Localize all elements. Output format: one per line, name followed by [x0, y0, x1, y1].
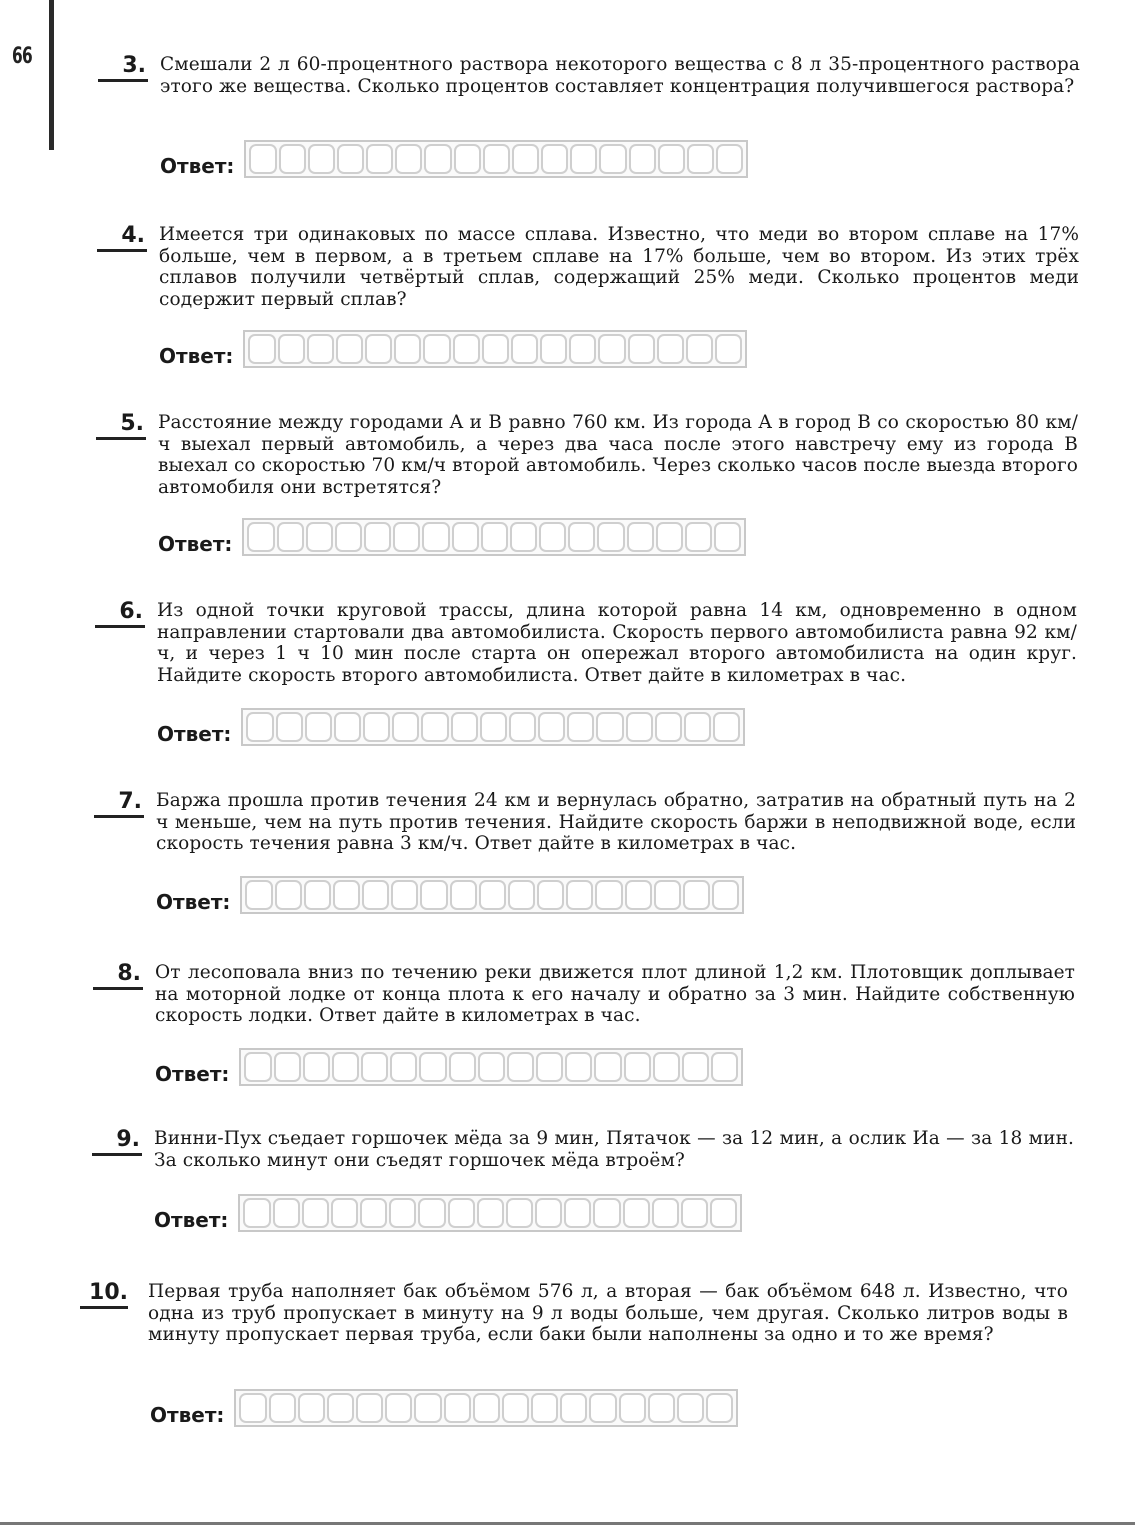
number-underline	[98, 79, 148, 82]
answer-cell[interactable]	[448, 1198, 475, 1228]
answer-cell[interactable]	[335, 522, 362, 552]
answer-cell[interactable]	[454, 144, 481, 174]
answer-cell[interactable]	[538, 712, 565, 742]
answer-cell[interactable]	[423, 334, 450, 364]
answer-cell[interactable]	[420, 880, 447, 910]
problem-text: Имеется три одинаковых по массе сплава. Известно, что меди во втором сплаве на 17% больше, чем в первом, а в третьем сплаве на 17% больше, чем во втором. Из этих трёх сплавов получили четвёртый сплав, содержащий 25% меди. Сколько процентов меди содержит первый сплав?	[159, 224, 1079, 310]
answer-cell[interactable]	[596, 712, 623, 742]
answer-cell[interactable]	[451, 712, 478, 742]
answer-cell[interactable]	[681, 1198, 708, 1228]
answer-cell[interactable]	[477, 1198, 504, 1228]
answer-cell[interactable]	[712, 880, 739, 910]
answer-cell[interactable]	[391, 880, 418, 910]
answer-cell[interactable]	[394, 334, 421, 364]
answer-cell[interactable]	[716, 144, 743, 174]
answer-cell[interactable]	[336, 334, 363, 364]
problem-number: 6.	[119, 599, 143, 624]
answer-input[interactable]	[234, 1389, 738, 1427]
answer-cell[interactable]	[654, 880, 681, 910]
answer-row	[159, 330, 747, 368]
answer-cell[interactable]	[364, 522, 391, 552]
answer-cell[interactable]	[305, 712, 332, 742]
answer-input[interactable]	[241, 708, 745, 746]
answer-cell[interactable]	[687, 144, 714, 174]
answer-cell[interactable]	[421, 712, 448, 742]
answer-cell[interactable]	[453, 334, 480, 364]
answer-cell[interactable]	[682, 1052, 709, 1082]
answer-cell[interactable]	[248, 334, 275, 364]
answer-cell[interactable]	[244, 1052, 271, 1082]
answer-cell[interactable]	[565, 1052, 592, 1082]
answer-cell[interactable]	[506, 1198, 533, 1228]
answer-row	[154, 1194, 742, 1232]
answer-cell[interactable]	[627, 522, 654, 552]
answer-row	[155, 1048, 743, 1086]
answer-cell[interactable]	[303, 1052, 330, 1082]
problem-number: 8.	[117, 961, 141, 986]
answer-cell[interactable]	[502, 1393, 529, 1423]
answer-cell[interactable]	[677, 1393, 704, 1423]
answer-input[interactable]	[244, 140, 748, 178]
number-underline	[80, 1306, 128, 1309]
answer-cell[interactable]	[333, 880, 360, 910]
answer-cell[interactable]	[444, 1393, 471, 1423]
answer-cell[interactable]	[512, 144, 539, 174]
answer-cell[interactable]	[623, 1198, 650, 1228]
answer-cell[interactable]	[657, 334, 684, 364]
answer-row	[160, 140, 748, 178]
answer-cell[interactable]	[685, 522, 712, 552]
answer-cell[interactable]	[593, 1198, 620, 1228]
answer-cell[interactable]	[298, 1393, 325, 1423]
problem-text: Винни-Пух съедает горшочек мёда за 9 мин, Пятачок — за 12 мин, а ослик Иа — за 18 мин. За сколько минут они съедят горшочек мёда втроём?	[154, 1128, 1074, 1171]
answer-cell[interactable]	[414, 1393, 441, 1423]
answer-cell[interactable]	[366, 144, 393, 174]
answer-cell[interactable]	[540, 334, 567, 364]
problem-text: Из одной точки круговой трассы, длина которой равна 14 км, одновременно в одном направлении стартовали два автомобилиста. Скорость первого автомобилиста равна 92 км/ч, и через 1 ч 10 мин после старта он опережал второго автомобилиста на один круг. Найдите скорость второго автомобилиста. Ответ дайте в километрах в час.	[157, 600, 1077, 686]
answer-cell[interactable]	[539, 522, 566, 552]
answer-cell[interactable]	[481, 522, 508, 552]
answer-cell[interactable]	[247, 522, 274, 552]
answer-cell[interactable]	[389, 1198, 416, 1228]
answer-cell[interactable]	[531, 1393, 558, 1423]
answer-cell[interactable]	[274, 1052, 301, 1082]
answer-cell[interactable]	[246, 712, 273, 742]
answer-input[interactable]	[242, 518, 746, 556]
answer-cell[interactable]	[509, 712, 536, 742]
answer-cell[interactable]	[535, 1198, 562, 1228]
answer-cell[interactable]	[624, 1052, 651, 1082]
answer-label: Ответ:	[159, 344, 234, 368]
answer-cell[interactable]	[589, 1393, 616, 1423]
answer-cell[interactable]	[304, 880, 331, 910]
answer-cell[interactable]	[473, 1393, 500, 1423]
answer-cell[interactable]	[655, 712, 682, 742]
answer-cell[interactable]	[419, 1052, 446, 1082]
answer-cell[interactable]	[418, 1198, 445, 1228]
problem-number: 3.	[122, 53, 146, 78]
number-underline	[93, 987, 143, 990]
answer-label: Ответ:	[150, 1403, 225, 1427]
answer-cell[interactable]	[626, 712, 653, 742]
answer-cell[interactable]	[245, 880, 272, 910]
answer-cell[interactable]	[249, 144, 276, 174]
problem-text: Первая труба наполняет бак объёмом 576 л, а вторая — бак объёмом 648 л. Известно, что одна из труб пропускает в минуту на 9 л воды больше, чем другая. Сколько литров воды в минуту пропускает первая труба, если баки были наполнены за одно и то же время?	[148, 1281, 1068, 1345]
problem-number: 9.	[116, 1127, 140, 1152]
answer-cell[interactable]	[360, 1198, 387, 1228]
answer-input[interactable]	[238, 1194, 742, 1232]
answer-cell[interactable]	[686, 334, 713, 364]
answer-label: Ответ:	[157, 722, 232, 746]
answer-cell[interactable]	[479, 880, 506, 910]
answer-cell[interactable]	[711, 1052, 738, 1082]
answer-cell[interactable]	[393, 522, 420, 552]
answer-cell[interactable]	[275, 880, 302, 910]
answer-cell[interactable]	[395, 144, 422, 174]
problem-number: 7.	[118, 789, 142, 814]
problem-number: 4.	[121, 223, 145, 248]
answer-label: Ответ:	[154, 1208, 229, 1232]
number-underline	[97, 249, 147, 252]
answer-cell[interactable]	[656, 522, 683, 552]
answer-cell[interactable]	[564, 1198, 591, 1228]
problem-text: Баржа прошла против течения 24 км и вернулась обратно, затратив на обратный путь на 2 ч меньше, чем на путь против течения. Найдите скорость баржи в неподвижной воде, если скорость течения равна 3 км/ч. Ответ дайте в километрах в час.	[156, 790, 1076, 854]
answer-cell[interactable]	[279, 144, 306, 174]
answer-cell[interactable]	[478, 1052, 505, 1082]
answer-cell[interactable]	[567, 712, 594, 742]
answer-cell[interactable]	[269, 1393, 296, 1423]
answer-cell[interactable]	[652, 1198, 679, 1228]
answer-cell[interactable]	[560, 1393, 587, 1423]
answer-cell[interactable]	[628, 334, 655, 364]
problem-number: 10.	[89, 1280, 128, 1305]
answer-cell[interactable]	[327, 1393, 354, 1423]
answer-cell[interactable]	[276, 712, 303, 742]
answer-cell[interactable]	[243, 1198, 270, 1228]
answer-row	[150, 1389, 738, 1427]
answer-cell[interactable]	[658, 144, 685, 174]
answer-cell[interactable]	[629, 144, 656, 174]
answer-cell[interactable]	[362, 880, 389, 910]
answer-cell[interactable]	[480, 712, 507, 742]
answer-cell[interactable]	[684, 712, 711, 742]
answer-cell[interactable]	[334, 712, 361, 742]
answer-cell[interactable]	[710, 1198, 737, 1228]
answer-cell[interactable]	[714, 522, 741, 552]
answer-cell[interactable]	[537, 880, 564, 910]
answer-cell[interactable]	[331, 1198, 358, 1228]
answer-cell[interactable]	[508, 880, 535, 910]
answer-input[interactable]	[243, 330, 747, 368]
answer-cell[interactable]	[568, 522, 595, 552]
answer-label: Ответ:	[160, 154, 235, 178]
answer-cell[interactable]	[308, 144, 335, 174]
answer-cell[interactable]	[653, 1052, 680, 1082]
answer-cell[interactable]	[482, 334, 509, 364]
answer-cell[interactable]	[510, 522, 537, 552]
number-underline	[96, 437, 146, 440]
answer-cell[interactable]	[337, 144, 364, 174]
problem-text: Расстояние между городами A и B равно 760 км. Из города A в город B со скоростью 80 км/ч выехал первый автомобиль, а через два часа после этого навстречу ему из города B выехал со скоростью 70 км/ч второй автомобиль. Через сколько часов после выезда второго автомобиля они встретятся?	[158, 412, 1078, 498]
answer-cell[interactable]	[307, 334, 334, 364]
answer-label: Ответ:	[156, 890, 231, 914]
problem-number: 5.	[120, 411, 144, 436]
answer-cell[interactable]	[449, 1052, 476, 1082]
answer-cell[interactable]	[424, 144, 451, 174]
answer-cell[interactable]	[706, 1393, 733, 1423]
answer-cell[interactable]	[356, 1393, 383, 1423]
answer-cell[interactable]	[450, 880, 477, 910]
answer-row	[157, 708, 745, 746]
answer-cell[interactable]	[597, 522, 624, 552]
answer-cell[interactable]	[566, 880, 593, 910]
answer-cell[interactable]	[569, 334, 596, 364]
answer-cell[interactable]	[306, 522, 333, 552]
answer-label: Ответ:	[158, 532, 233, 556]
answer-cell[interactable]	[302, 1198, 329, 1228]
answer-cell[interactable]	[363, 712, 390, 742]
answer-input[interactable]	[239, 1048, 743, 1086]
answer-cell[interactable]	[278, 334, 305, 364]
answer-row	[158, 518, 746, 556]
answer-cell[interactable]	[332, 1052, 359, 1082]
page-number: 66	[12, 44, 33, 69]
problem-text: Смешали 2 л 60-процентного раствора некоторого вещества с 8 л 35-процентного раствора этого же вещества. Сколько процентов составляет концентрация получившегося раствора?	[160, 54, 1080, 97]
answer-cell[interactable]	[277, 522, 304, 552]
answer-cell[interactable]	[713, 712, 740, 742]
number-underline	[95, 625, 145, 628]
answer-cell[interactable]	[599, 144, 626, 174]
answer-cell[interactable]	[594, 1052, 621, 1082]
answer-cell[interactable]	[392, 712, 419, 742]
answer-label: Ответ:	[155, 1062, 230, 1086]
answer-cell[interactable]	[273, 1198, 300, 1228]
answer-cell[interactable]	[683, 880, 710, 910]
number-underline	[94, 815, 144, 818]
answer-cell[interactable]	[385, 1393, 412, 1423]
answer-cell[interactable]	[511, 334, 538, 364]
answer-cell[interactable]	[365, 334, 392, 364]
number-underline	[92, 1153, 142, 1156]
answer-cell[interactable]	[715, 334, 742, 364]
answer-cell[interactable]	[541, 144, 568, 174]
answer-cell[interactable]	[390, 1052, 417, 1082]
answer-cell[interactable]	[507, 1052, 534, 1082]
answer-row	[156, 876, 744, 914]
answer-cell[interactable]	[483, 144, 510, 174]
answer-cell[interactable]	[452, 522, 479, 552]
answer-cell[interactable]	[648, 1393, 675, 1423]
answer-cell[interactable]	[536, 1052, 563, 1082]
margin-bar	[49, 0, 54, 150]
answer-cell[interactable]	[361, 1052, 388, 1082]
answer-cell[interactable]	[598, 334, 625, 364]
problem-text: От лесоповала вниз по течению реки движется плот длиной 1,2 км. Плотовщик доплывает на моторной лодке от конца плота к его началу и обратно за 3 мин. Найдите собственную скорость лодки. Ответ дайте в километрах в час.	[155, 962, 1075, 1026]
answer-cell[interactable]	[625, 880, 652, 910]
answer-cell[interactable]	[619, 1393, 646, 1423]
answer-cell[interactable]	[239, 1393, 266, 1423]
answer-cell[interactable]	[570, 144, 597, 174]
answer-input[interactable]	[240, 876, 744, 914]
answer-cell[interactable]	[595, 880, 622, 910]
answer-cell[interactable]	[422, 522, 449, 552]
